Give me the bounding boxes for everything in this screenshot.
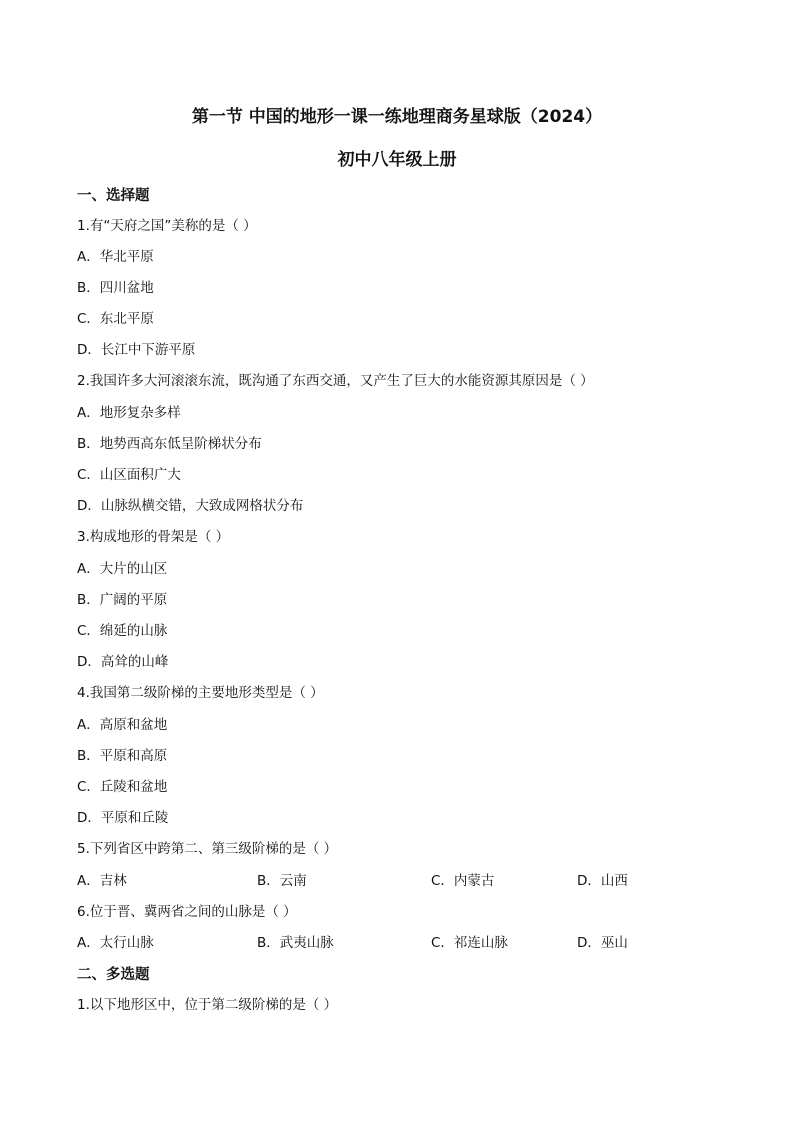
answer-option: B．平原和高原: [77, 748, 168, 764]
answer-option: C．祁连山脉: [431, 935, 508, 951]
answer-option: B．四川盆地: [77, 280, 154, 296]
question-stem: 5.下列省区中跨第二、第三级阶梯的是（ ）: [77, 841, 338, 857]
answer-option: B．广阔的平原: [77, 592, 168, 608]
answer-option: C．山区面积广大: [77, 467, 181, 483]
answer-option: A．太行山脉: [77, 935, 154, 951]
answer-option: A．吉林: [77, 873, 127, 889]
answer-option: B．云南: [257, 873, 307, 889]
answer-option: C．丘陵和盆地: [77, 779, 168, 795]
answer-option: B．地势西高东低呈阶梯状分布: [77, 436, 262, 452]
worksheet-subtitle: 初中八年级上册: [337, 150, 457, 170]
answer-option: A．大片的山区: [77, 561, 168, 577]
question-stem: 1.以下地形区中，位于第二级阶梯的是（ ）: [77, 997, 338, 1013]
worksheet-title: 第一节 中国的地形一课一练地理商务星球版（2024）: [191, 107, 603, 127]
answer-option: D．山西: [577, 873, 628, 889]
answer-option: A．高原和盆地: [77, 717, 168, 733]
answer-option: D．山脉纵横交错，大致成网格状分布: [77, 498, 304, 514]
section-heading-multi-choice: 二、多选题: [77, 967, 150, 983]
answer-option: C．内蒙古: [431, 873, 495, 889]
answer-option: C．绵延的山脉: [77, 623, 168, 639]
answer-option: D．巫山: [577, 935, 628, 951]
answer-option: C．东北平原: [77, 311, 154, 327]
answer-option: B．武夷山脉: [257, 935, 334, 951]
answer-option: D．长江中下游平原: [77, 342, 196, 358]
question-stem: 2.我国许多大河滚滚东流，既沟通了东西交通，又产生了巨大的水能资源其原因是（ ）: [77, 373, 594, 389]
answer-option: D．高耸的山峰: [77, 654, 169, 670]
answer-option: A．华北平原: [77, 249, 154, 265]
answer-option: A．地形复杂多样: [77, 405, 181, 421]
answer-option: D．平原和丘陵: [77, 810, 169, 826]
question-stem: 6.位于晋、冀两省之间的山脉是（ ）: [77, 904, 297, 920]
question-stem: 4.我国第二级阶梯的主要地形类型是（ ）: [77, 685, 324, 701]
question-stem: 1.有“天府之国”美称的是（ ）: [77, 218, 257, 234]
question-stem: 3.构成地形的骨架是（ ）: [77, 529, 230, 545]
section-heading-single-choice: 一、选择题: [77, 188, 150, 204]
